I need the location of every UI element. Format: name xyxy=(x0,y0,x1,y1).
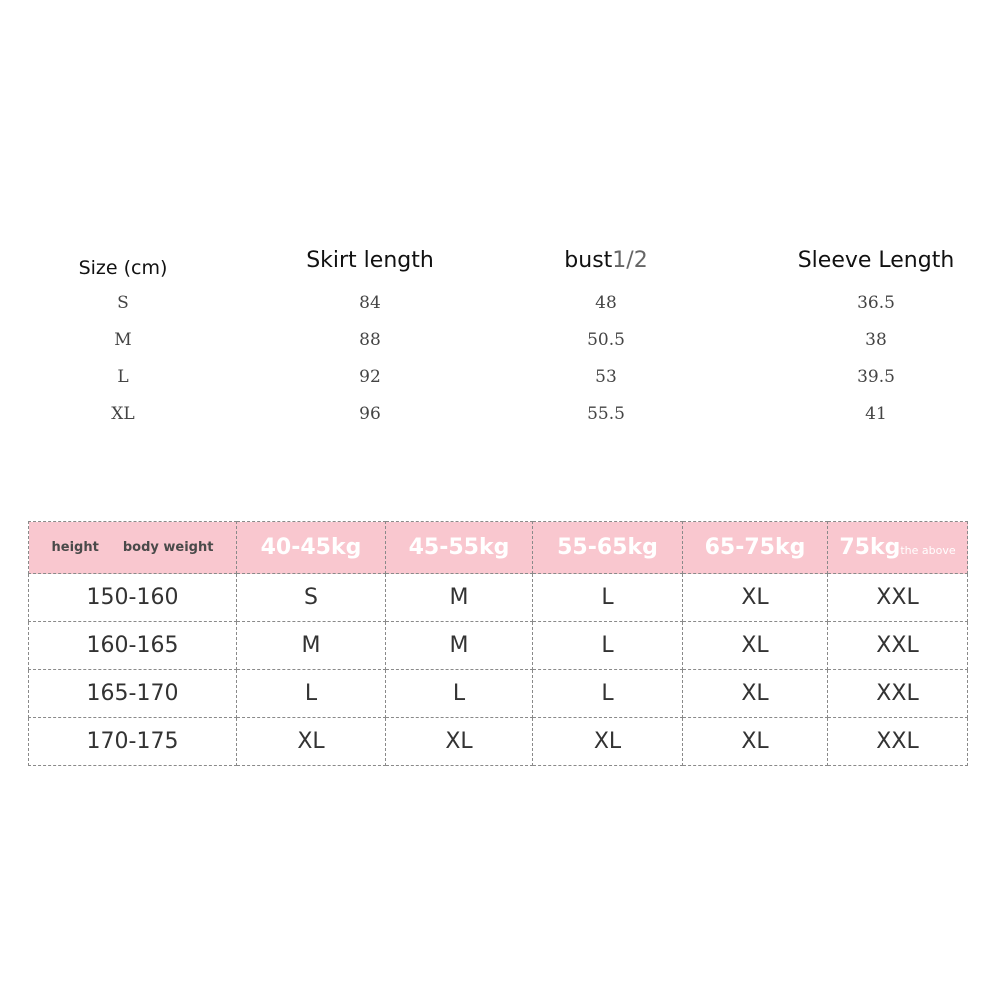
table-row xyxy=(29,574,968,622)
measure-skirt: 96 xyxy=(359,404,381,424)
measurement-table xyxy=(0,0,1000,440)
size-cell: XXL xyxy=(828,574,968,622)
size-cell: M xyxy=(386,622,533,670)
size-cell: XXL xyxy=(828,622,968,670)
size-cell: XL xyxy=(683,574,828,622)
size-cell: M xyxy=(386,574,533,622)
measure-sleeve: 39.5 xyxy=(857,367,895,387)
header-skirt-length: Skirt length xyxy=(306,248,434,273)
header-bust-half: 1/2 xyxy=(612,248,648,273)
height-cell: 150-160 xyxy=(29,574,237,622)
weight-header-last xyxy=(828,522,968,574)
table-row xyxy=(29,670,968,718)
height-cell: 165-170 xyxy=(29,670,237,718)
weight-header-value: 75kg xyxy=(839,535,901,560)
measure-size: L xyxy=(117,367,129,387)
weight-header: 45-55kg xyxy=(386,522,533,574)
header-sleeve-length: Sleeve Length xyxy=(797,248,955,273)
measure-size: XL xyxy=(111,404,135,424)
measure-skirt: 88 xyxy=(359,330,381,350)
size-cell: XL xyxy=(386,718,533,766)
height-cell: 170-175 xyxy=(29,718,237,766)
measure-skirt: 92 xyxy=(359,367,381,387)
weight-header: 40-45kg xyxy=(237,522,386,574)
measure-skirt: 84 xyxy=(359,293,381,313)
weight-header-row xyxy=(29,522,968,574)
header-bust xyxy=(564,248,647,273)
size-cell: XL xyxy=(683,670,828,718)
measure-size: S xyxy=(117,293,129,313)
corner-weight-label: body weight xyxy=(122,540,214,555)
size-cell: L xyxy=(533,574,683,622)
size-chart-table xyxy=(28,521,968,766)
size-cell: XL xyxy=(533,718,683,766)
measure-sleeve: 36.5 xyxy=(857,293,895,313)
weight-header: 65-75kg xyxy=(683,522,828,574)
size-cell: XL xyxy=(237,718,386,766)
corner-height-label: height xyxy=(51,540,99,555)
size-cell: M xyxy=(237,622,386,670)
weight-header-suffix: the above xyxy=(900,544,956,557)
height-cell: 160-165 xyxy=(29,622,237,670)
table-row xyxy=(29,622,968,670)
size-cell: XL xyxy=(683,622,828,670)
size-cell: L xyxy=(386,670,533,718)
size-cell: L xyxy=(237,670,386,718)
size-cell: L xyxy=(533,622,683,670)
measure-sleeve: 41 xyxy=(865,404,887,424)
measure-bust: 55.5 xyxy=(587,404,625,424)
size-cell: L xyxy=(533,670,683,718)
measure-bust: 53 xyxy=(595,367,617,387)
header-bust-label: bust xyxy=(564,248,613,273)
measure-bust: 50.5 xyxy=(587,330,625,350)
measure-bust: 48 xyxy=(595,293,617,313)
corner-cell xyxy=(29,522,237,574)
weight-header: 55-65kg xyxy=(533,522,683,574)
table-row xyxy=(29,718,968,766)
measure-size: M xyxy=(114,330,132,350)
header-size: Size (cm) xyxy=(78,257,168,279)
size-cell: XL xyxy=(683,718,828,766)
size-cell: XXL xyxy=(828,670,968,718)
size-cell: S xyxy=(237,574,386,622)
measure-sleeve: 38 xyxy=(865,330,887,350)
size-cell: XXL xyxy=(828,718,968,766)
